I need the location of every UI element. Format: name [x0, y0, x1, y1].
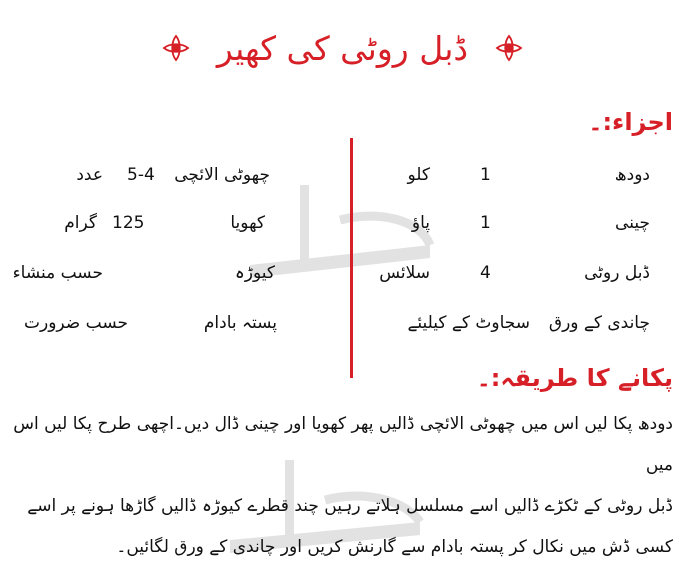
ingredient-amount: 4: [480, 263, 491, 283]
ingredient-unit: کلو: [407, 165, 430, 185]
title-row: [0, 22, 685, 74]
page-title: ڈبل روٹی کی کھیر: [216, 28, 469, 68]
column-divider: [350, 138, 353, 378]
ingredient-unit: عدد: [76, 165, 103, 185]
ingredient-name: دودھ: [614, 165, 650, 185]
ornament-icon: [494, 33, 524, 63]
ingredient-unit: سلائس: [379, 263, 430, 283]
ingredient-name: پستہ بادام: [203, 313, 277, 333]
ingredient-unit: حسب ضرورت: [23, 313, 128, 333]
ingredient-unit: حسب منشاء: [12, 263, 103, 283]
ingredient-amount: 5-4: [127, 165, 155, 185]
ingredient-unit: گرام: [64, 213, 97, 233]
method-line: دودھ پکا لیں اس میں چھوٹی الائچی ڈالیں پھر کھویا اور چینی ڈال دیں۔اچھی طرح پکا لیں اس میں: [13, 414, 673, 475]
ingredient-name: چینی: [615, 213, 650, 233]
ingredient-name: چاندی کے ورق: [548, 313, 650, 333]
ingredient-unit: سجاوٹ کے کیلیئے: [407, 313, 530, 333]
ingredients-heading: اجزاء:۔: [588, 108, 673, 136]
method-line: کسی ڈش میں نکال کر پستہ بادام سے گارنش کریں اور چاندی کے ورق لگائیں۔: [116, 537, 673, 557]
ingredient-name: کیوڑہ: [234, 263, 275, 283]
method-paragraph: [11, 404, 673, 568]
ornament-icon: [161, 33, 191, 63]
ingredient-amount: 125: [112, 213, 145, 233]
ingredient-name: چھوٹی الائچی: [174, 165, 270, 185]
ingredient-amount: 1: [480, 165, 491, 185]
ingredient-name: کھویا: [230, 213, 265, 233]
method-line: ڈبل روٹی کے ٹکڑے ڈالیں اسے مسلسل ہلاتے رہیں چند قطرے کیوڑہ ڈالیں گاڑھا ہونے پر اسے: [27, 496, 673, 516]
ingredient-name: ڈبل روٹی: [584, 263, 650, 283]
method-heading: پکانے کا طریقہ:۔: [476, 364, 673, 392]
ingredient-amount: 1: [480, 213, 491, 233]
ingredient-unit: پاؤ: [411, 213, 430, 233]
